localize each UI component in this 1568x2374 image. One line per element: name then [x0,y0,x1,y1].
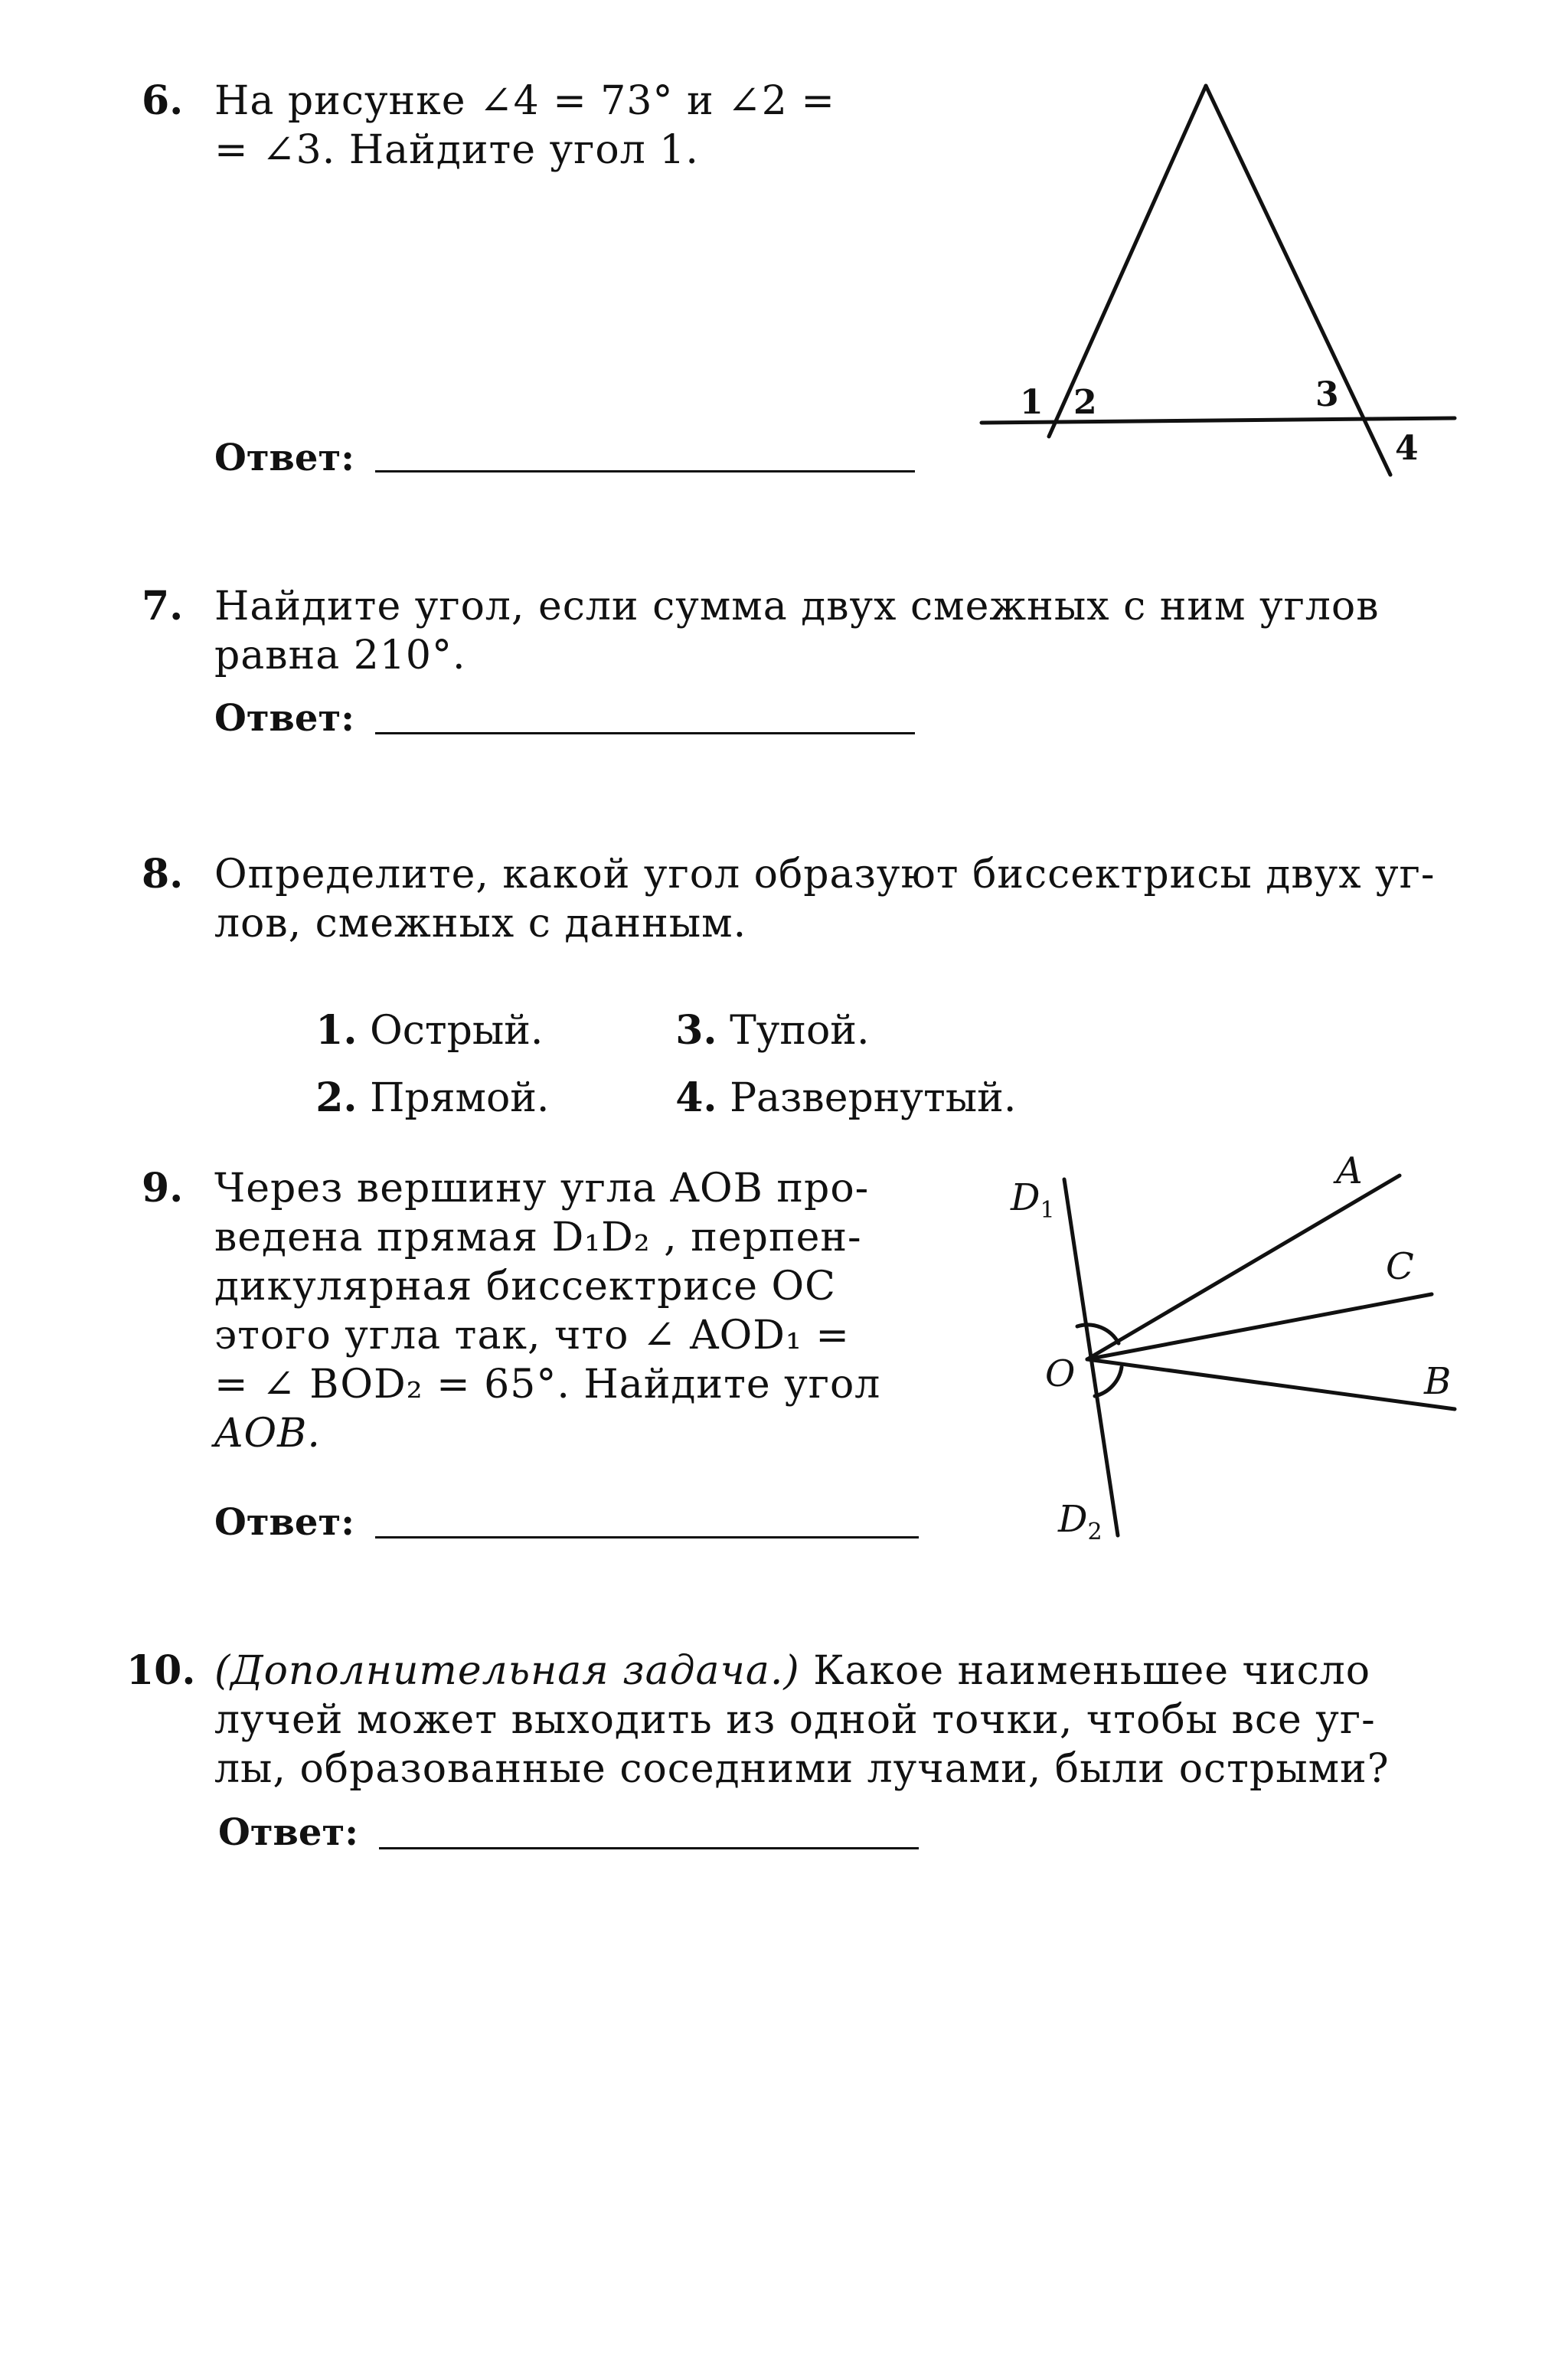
triangle-figure [965,77,1470,490]
problem-line: лов, смежных с данным. [214,901,747,947]
answer-field[interactable] [375,470,915,473]
problem-9 [142,1164,938,1562]
answer-options [214,957,1133,1121]
arc-aod1 [1077,1325,1119,1343]
problem-line: Через вершину угла AOB про- [214,1166,870,1212]
problem-line: лучей может выходить из одной точки, чтобы все уг- [214,1697,1376,1743]
problem-line: равна 210°. [214,633,466,679]
problem-line [214,1646,1390,1695]
answer-row [218,1811,358,1854]
label-c: C [1386,1245,1414,1288]
problem-number: 7. [142,583,184,629]
problem-number: 9. [142,1165,184,1212]
option-number: 2. [315,1074,358,1121]
problem-line-rest: Какое наименьшее число [799,1648,1371,1694]
angle-label-1: 1 [1020,383,1044,422]
option-2[interactable] [214,1025,549,1172]
label-a: A [1336,1149,1363,1192]
problem-line: На рисунке ∠4 = 73° и ∠2 = [214,78,835,124]
label-d2: $D_2$ [1058,1498,1102,1545]
problem-text [214,582,1379,680]
label-d1: $D_1$ [1011,1176,1055,1224]
triangle-left-side [1049,86,1206,437]
angle-label-3: 3 [1315,375,1339,414]
option-label: Тупой. [730,1008,870,1054]
problem-line: ведена прямая D₁D₂ , перпен- [214,1215,862,1261]
problem-7 [142,582,1459,766]
problem-line: дикулярная биссектрисе OC [214,1264,836,1310]
extra-task-label: (Дополнительная задача.) [214,1648,800,1694]
answer-row [214,697,354,740]
problem-line: лы, образованные соседними лучами, были острыми? [214,1746,1390,1792]
problem-text [214,77,835,175]
answer-label: Ответ: [214,1501,354,1544]
problem-6 [142,77,923,505]
option-number: 3. [675,1007,717,1054]
angle-aob-figure [988,1149,1478,1562]
option-4[interactable] [574,1025,1016,1172]
answer-field[interactable] [375,1536,919,1539]
problem-number: 8. [142,851,184,898]
answer-row [214,1501,354,1544]
answer-label: Ответ: [214,437,354,479]
problem-line: AOB. [214,1411,321,1457]
problem-line: = ∠3. Найдите угол 1. [214,127,699,173]
answer-label: Ответ: [218,1811,358,1854]
option-number: 4. [675,1074,717,1121]
label-o: O [1045,1352,1076,1395]
problem-number: 6. [142,77,184,124]
option-number: 1. [315,1007,358,1054]
ray-ob [1087,1359,1455,1409]
triangle-right-side [1206,86,1390,475]
problem-text [214,1164,880,1458]
problem-8 [142,850,1459,1121]
angle-label-2: 2 [1073,383,1097,422]
option-label: Развернутый. [730,1075,1017,1121]
problem-text [214,850,1435,948]
problem-number: 10. [126,1647,196,1694]
answer-row [214,437,354,479]
option-label: Острый. [370,1008,544,1054]
option-label: Прямой. [370,1075,550,1121]
answer-label: Ответ: [214,697,354,740]
problem-line: Определите, какой угол образуют биссектрисы двух уг- [214,852,1436,898]
problem-line: = ∠ BOD₂ = 65°. Найдите угол [214,1362,881,1408]
problem-10 [126,1646,1474,1876]
angle-label-4: 4 [1395,429,1419,468]
problem-text [214,1646,1390,1794]
answer-field[interactable] [375,732,915,734]
problem-line: Найдите угол, если сумма двух смежных с ним углов [214,584,1380,629]
problem-line: этого угла так, что ∠ AOD₁ = [214,1313,850,1359]
arc-bod2 [1095,1367,1122,1396]
transversal-line [982,418,1455,423]
answer-field[interactable] [379,1847,919,1849]
label-b: B [1424,1360,1452,1403]
